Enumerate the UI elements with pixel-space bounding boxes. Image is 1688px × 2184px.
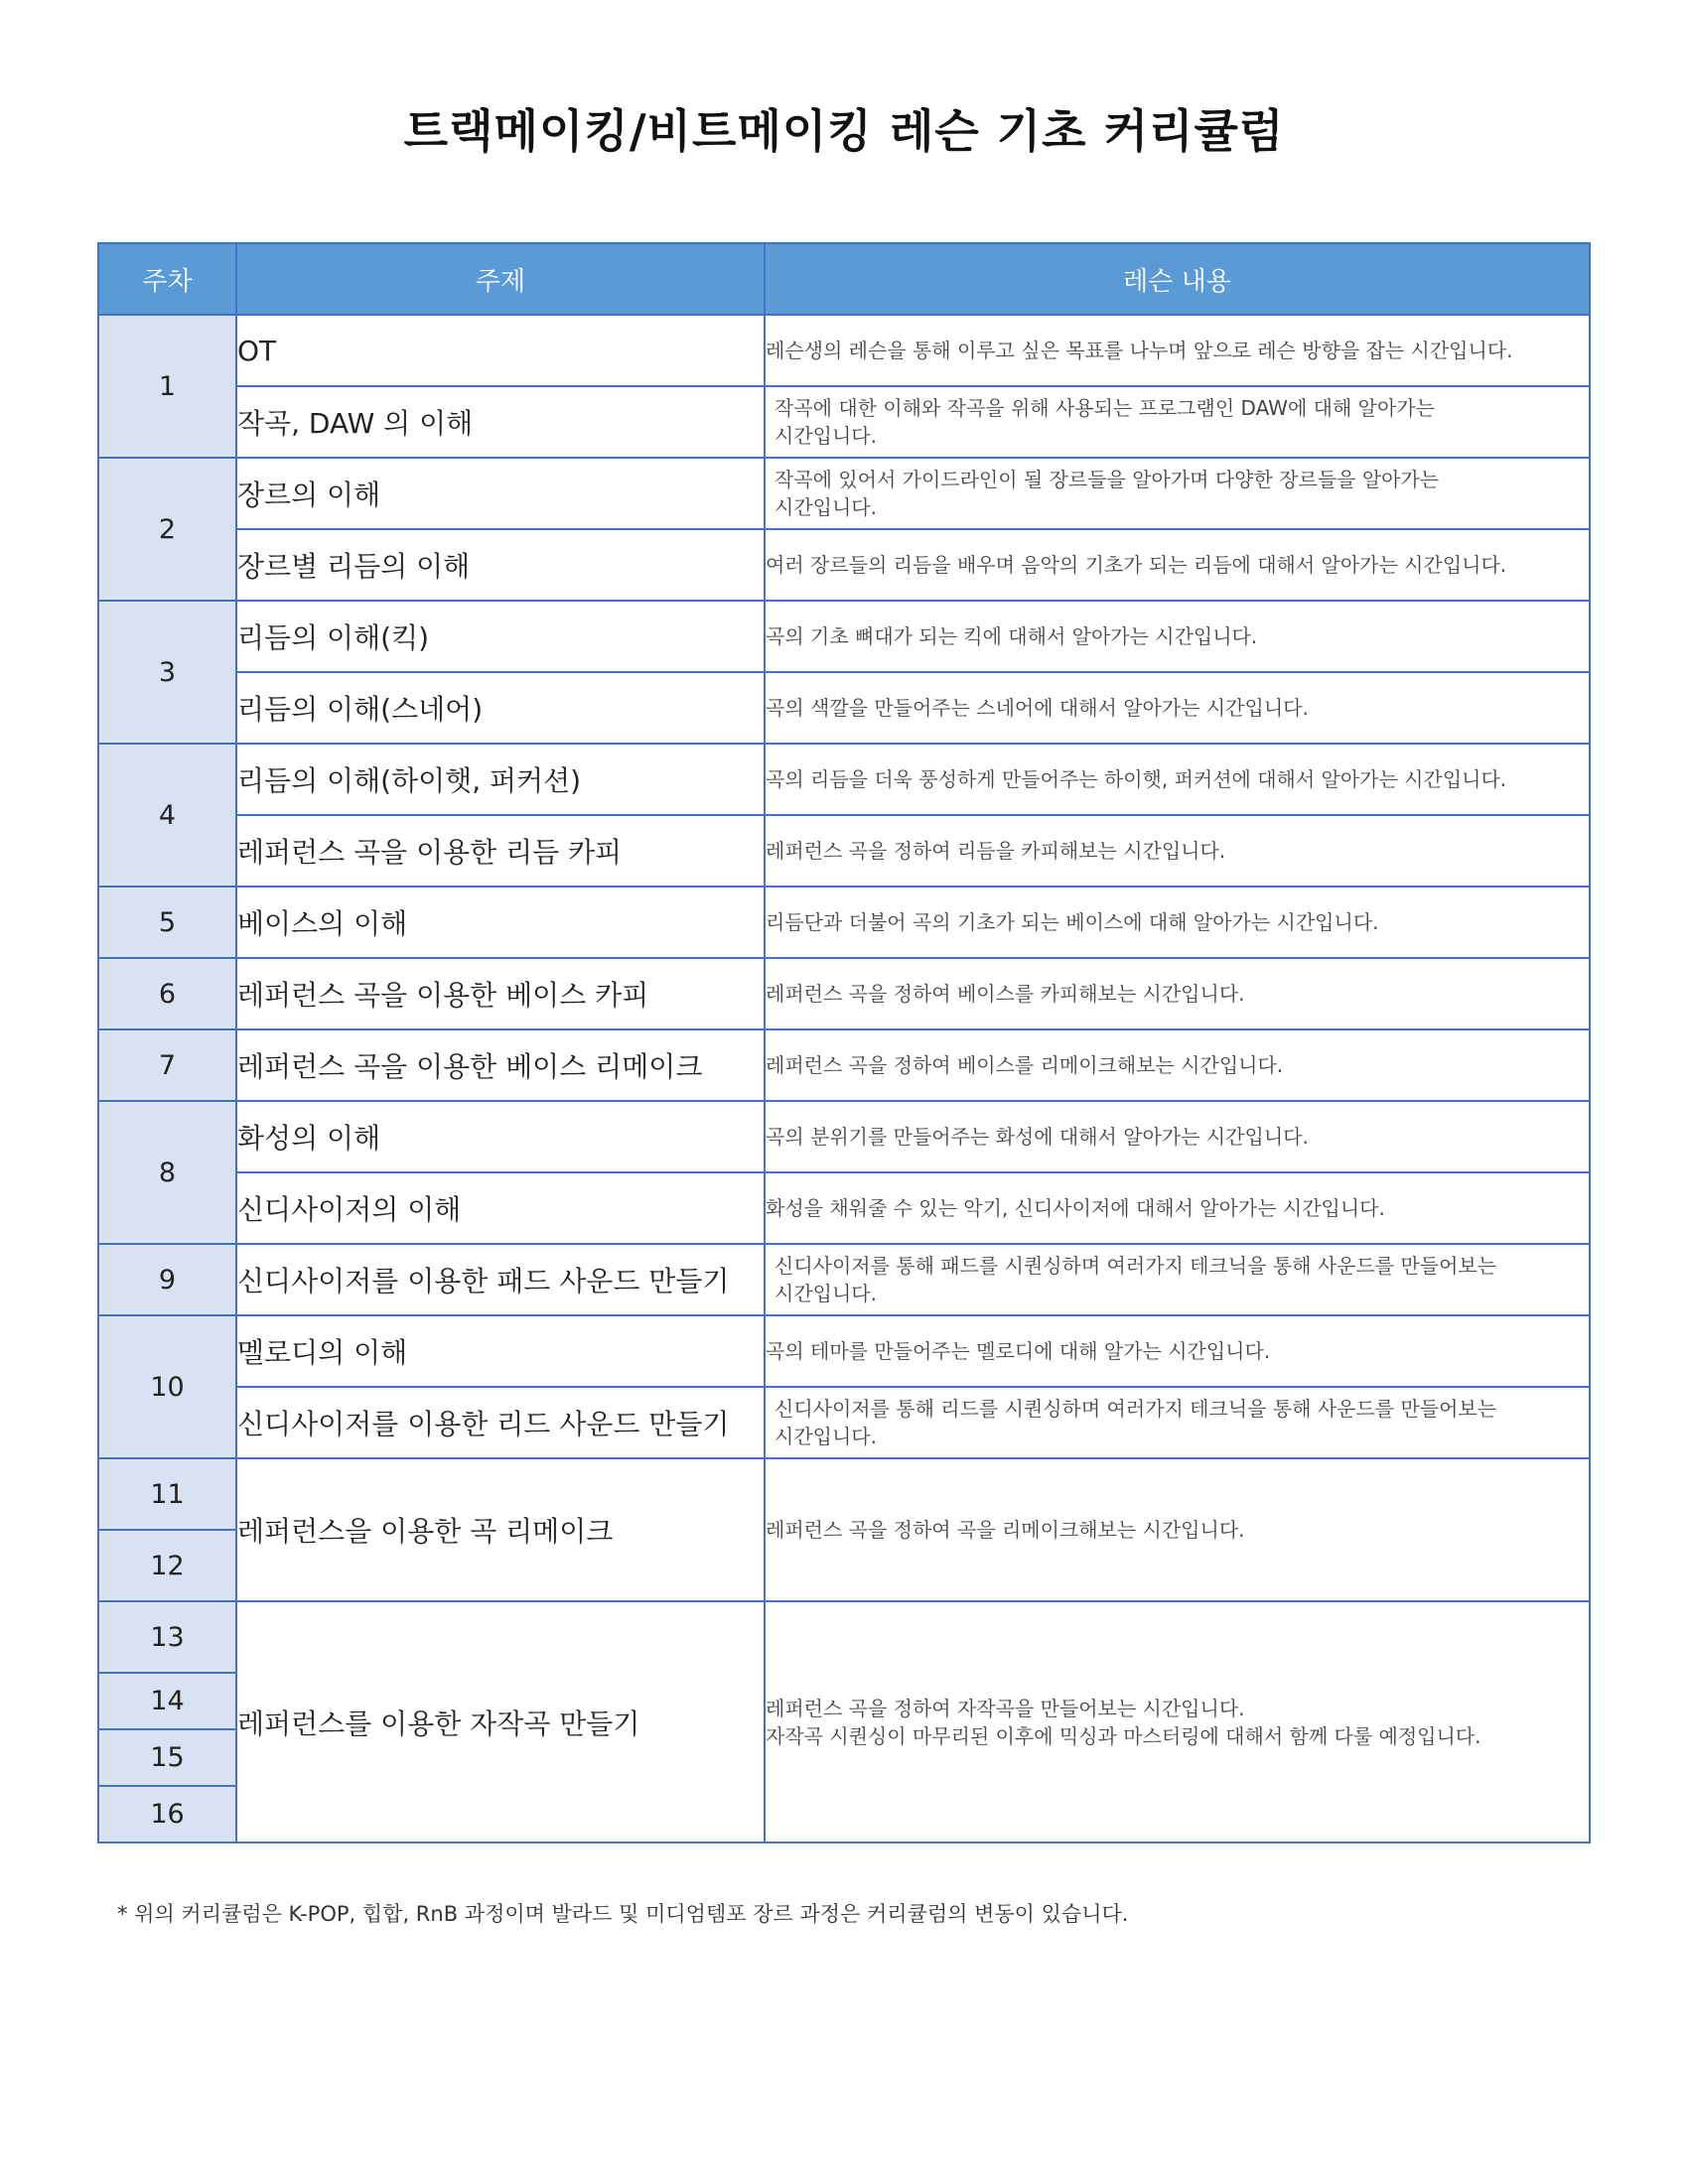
week-number: 14: [98, 1673, 236, 1729]
table-row: [98, 815, 1590, 887]
content-cell: [765, 958, 1590, 1029]
table-row: [98, 744, 1590, 815]
header-week: 주차: [98, 243, 236, 315]
content-line: 곡의 테마를 만들어주는 멜로디에 대해 알가는 시간입니다.: [766, 1339, 1271, 1363]
table-row: [98, 1458, 1590, 1530]
header-content: 레슨 내용: [765, 243, 1590, 315]
content-cell: [765, 815, 1590, 887]
content-line: 시간입니다.: [774, 424, 877, 448]
week-number: 12: [98, 1530, 236, 1601]
content-line: 시간입니다.: [774, 495, 877, 519]
topic-cell: 레퍼런스를 이용한 자작곡 만들기: [236, 1601, 765, 1843]
content-line: 레슨생의 레슨을 통해 이루고 싶은 목표를 나누며 앞으로 레슨 방향을 잡는 시간입니다.: [766, 339, 1513, 362]
content-line: 리듬단과 더불어 곡의 기초가 되는 베이스에 대해 알아가는 시간입니다.: [766, 910, 1379, 934]
content-cell: [765, 1458, 1590, 1601]
topic-cell: 리듬의 이해(하이햇, 퍼커션): [236, 744, 765, 815]
content-line: 신디사이저를 통해 리드를 시퀀싱하며 여러가지 테크닉을 통해 사운드를 만들어보는: [774, 1397, 1497, 1421]
topic-cell: 리듬의 이해(킥): [236, 601, 765, 672]
content-cell: [765, 386, 1590, 458]
topic-cell: 리듬의 이해(스네어): [236, 672, 765, 744]
content-cell: [765, 744, 1590, 815]
content-cell: [765, 1101, 1590, 1172]
content-cell: [765, 315, 1590, 386]
table-row: [98, 315, 1590, 386]
table-row: [98, 672, 1590, 744]
page-title: 트랙메이킹/비트메이킹 레슨 기초 커리큘럼: [403, 104, 1285, 158]
footnote: * 위의 커리큘럼은 K-POP, 힙합, RnB 과정이며 발라드 및 미디엄템포 장르 과정은 커리큘럼의 변동이 있습니다.: [117, 1902, 1129, 1926]
table-row: [98, 1172, 1590, 1244]
topic-cell: 멜로디의 이해: [236, 1315, 765, 1387]
content-cell: [765, 1244, 1590, 1315]
week-number: 9: [98, 1244, 236, 1315]
content-line: 레퍼런스 곡을 정하여 자작곡을 만들어보는 시간입니다.: [766, 1696, 1245, 1720]
topic-cell: 신디사이저를 이용한 리드 사운드 만들기: [236, 1387, 765, 1458]
content-line: 곡의 색깔을 만들어주는 스네어에 대해서 알아가는 시간입니다.: [766, 696, 1309, 720]
table-row: [98, 1315, 1590, 1387]
topic-cell: 레퍼런스 곡을 이용한 베이스 카피: [236, 958, 765, 1029]
table-row: [98, 601, 1590, 672]
topic-cell: 신디사이저를 이용한 패드 사운드 만들기: [236, 1244, 765, 1315]
week-number: 4: [98, 744, 236, 887]
table-row: [98, 386, 1590, 458]
content-cell: [765, 887, 1590, 958]
topic-cell: 신디사이저의 이해: [236, 1172, 765, 1244]
content-line: 레퍼런스 곡을 정하여 리듬을 카피해보는 시간입니다.: [766, 839, 1226, 863]
table-row: [98, 1387, 1590, 1458]
curriculum-table: [97, 242, 1591, 1843]
week-number: 2: [98, 458, 236, 601]
table-row: [98, 1029, 1590, 1101]
content-line: 작곡에 있어서 가이드라인이 될 장르들을 알아가며 다양한 장르들을 알아가는: [774, 468, 1440, 491]
week-number: 5: [98, 887, 236, 958]
week-number: 15: [98, 1729, 236, 1786]
content-line: 곡의 리듬을 더욱 풍성하게 만들어주는 하이햇, 퍼커션에 대해서 알아가는 시간입니다.: [766, 767, 1507, 791]
content-line: 레퍼런스 곡을 정하여 곡을 리메이크해보는 시간입니다.: [766, 1518, 1245, 1542]
content-line: 시간입니다.: [774, 1282, 877, 1305]
content-cell: [765, 1172, 1590, 1244]
content-cell: [765, 1029, 1590, 1101]
content-cell: [765, 1387, 1590, 1458]
content-line: 곡의 분위기를 만들어주는 화성에 대해서 알아가는 시간입니다.: [766, 1125, 1309, 1149]
content-line: 레퍼런스 곡을 정하여 베이스를 리메이크해보는 시간입니다.: [766, 1053, 1284, 1077]
topic-cell: 장르별 리듬의 이해: [236, 529, 765, 601]
content-line: 여러 장르들의 리듬을 배우며 음악의 기초가 되는 리듬에 대해서 알아가는 시간입니다.: [766, 553, 1507, 577]
table-row: [98, 958, 1590, 1029]
content-line: 자작곡 시퀀싱이 마무리된 이후에 믹싱과 마스터링에 대해서 함께 다룰 예정입니다.: [766, 1723, 1481, 1748]
content-cell: [765, 1601, 1590, 1843]
topic-cell: 화성의 이해: [236, 1101, 765, 1172]
week-number: 16: [98, 1786, 236, 1843]
week-number: 11: [98, 1458, 236, 1530]
topic-cell: OT: [236, 315, 765, 386]
content-line: 시간입니다.: [774, 1425, 877, 1448]
content-line: 레퍼런스 곡을 정하여 베이스를 카피해보는 시간입니다.: [766, 982, 1245, 1006]
topic-cell: 레퍼런스 곡을 이용한 베이스 리메이크: [236, 1029, 765, 1101]
content-line: 화성을 채워줄 수 있는 악기, 신디사이저에 대해서 알아가는 시간입니다.: [766, 1196, 1385, 1220]
week-number: 7: [98, 1029, 236, 1101]
header-topic: 주제: [236, 243, 765, 315]
table-row: [98, 887, 1590, 958]
table-row: [98, 1244, 1590, 1315]
week-number: 1: [98, 315, 236, 458]
content-cell: [765, 672, 1590, 744]
week-number: 10: [98, 1315, 236, 1458]
table-row: [98, 1101, 1590, 1172]
content-cell: [765, 601, 1590, 672]
content-cell: [765, 529, 1590, 601]
week-number: 3: [98, 601, 236, 744]
topic-cell: 작곡, DAW 의 이해: [236, 386, 765, 458]
content-cell: [765, 1315, 1590, 1387]
topic-cell: 장르의 이해: [236, 458, 765, 529]
week-number: 8: [98, 1101, 236, 1244]
topic-cell: 베이스의 이해: [236, 887, 765, 958]
week-number: 6: [98, 958, 236, 1029]
table-row: [98, 529, 1590, 601]
topic-cell: 레퍼런스 곡을 이용한 리듬 카피: [236, 815, 765, 887]
content-line: 곡의 기초 뼈대가 되는 킥에 대해서 알아가는 시간입니다.: [766, 624, 1258, 648]
content-cell: [765, 458, 1590, 529]
table-header-row: [98, 243, 1590, 315]
table-row: [98, 458, 1590, 529]
week-number: 13: [98, 1601, 236, 1673]
topic-cell: 레퍼런스을 이용한 곡 리메이크: [236, 1458, 765, 1601]
table-row: [98, 1601, 1590, 1673]
content-line: 신디사이저를 통해 패드를 시퀀싱하며 여러가지 테크닉을 통해 사운드를 만들어보는: [774, 1254, 1497, 1278]
content-line: 작곡에 대한 이해와 작곡을 위해 사용되는 프로그램인 DAW에 대해 알아가는: [774, 396, 1435, 420]
